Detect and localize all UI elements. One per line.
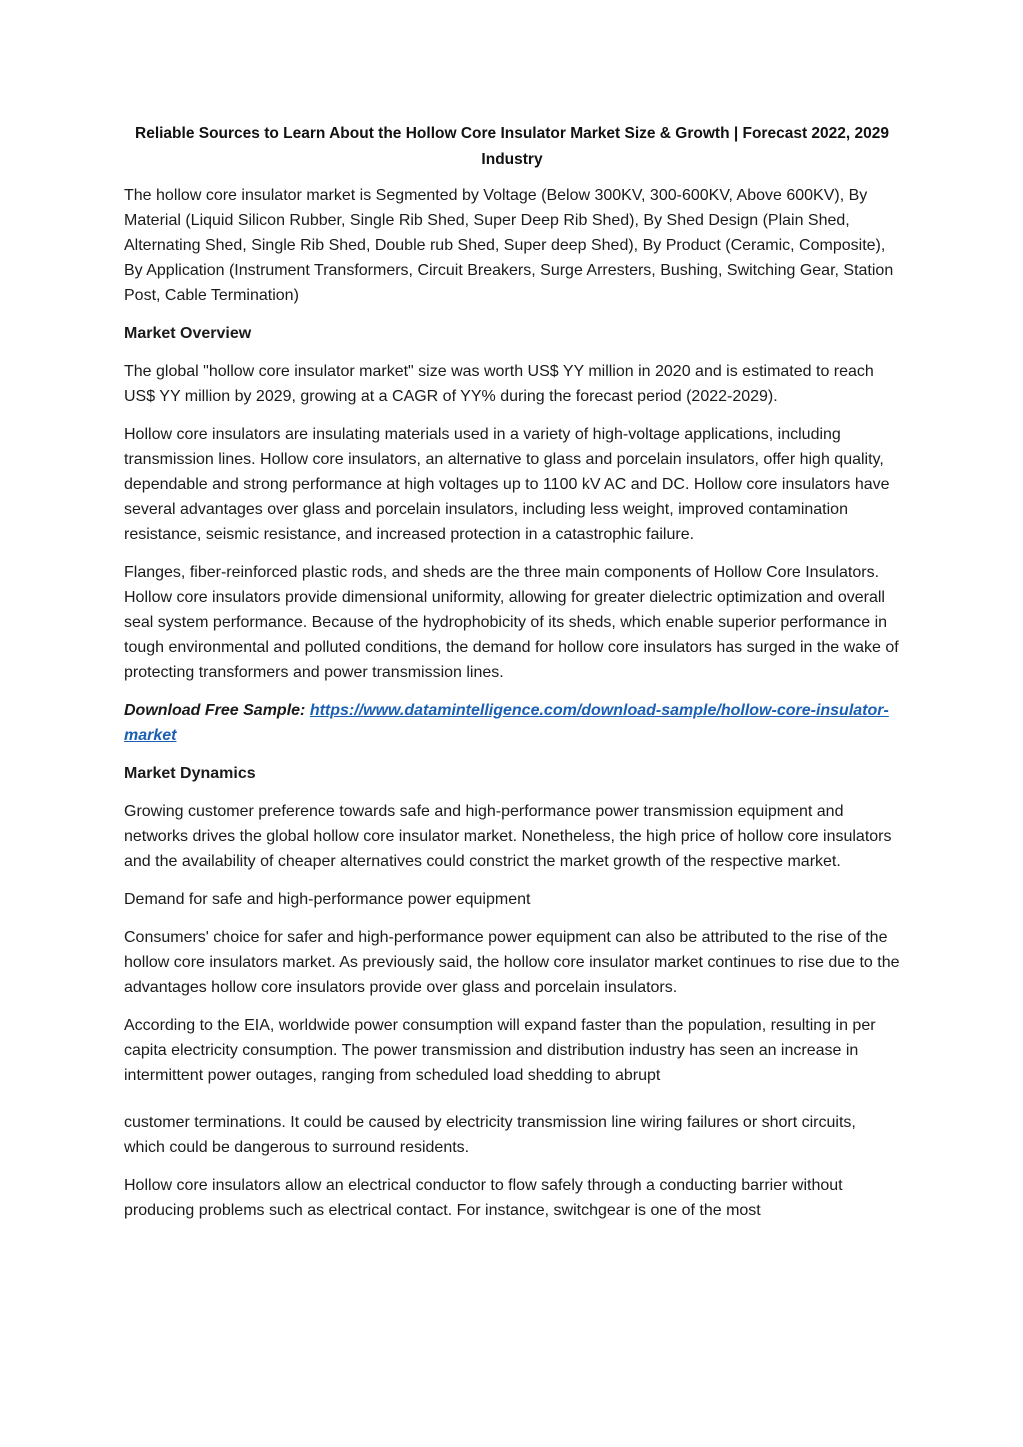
dynamics-paragraph-4: According to the EIA, worldwide power consumption will expand faster than the population, resulting in per capita electricity consumption. The power transmission and distribution industry has seen an increase in intermittent power outages, ranging from scheduled load shedding to abrupt	[124, 1017, 876, 1084]
document-page	[124, 121, 900, 1236]
dynamics-paragraph-5: customer terminations. It could be caused by electricity transmission line wiring failures or short circuits, which could be dangerous to surround residents.	[124, 1114, 856, 1156]
overview-paragraph-2: Hollow core insulators are insulating materials used in a variety of high-voltage applications, including transmission lines. Hollow core insulators, an alternative to glass and porcelain insulators, offer high quality, dependable and strong performance at high voltages up to 1100 kV AC and DC. Hollow core insulators have several advantages over glass and porcelain insulators, including less weight, improved contamination resistance, seismic resistance, and increased protection in a catastrophic failure.	[124, 426, 890, 543]
download-sample-link[interactable]: https://www.datamintelligence.com/download-sample/hollow-core-insulator-market	[124, 702, 889, 744]
overview-paragraph-3: Flanges, fiber-reinforced plastic rods, and sheds are the three main components of Hollow Core Insulators. Hollow core insulators provide dimensional uniformity, allowing for greater dielectric optimization and overall seal system performance. Because of the hydrophobicity of its sheds, which enable superior performance in tough environmental and polluted conditions, the demand for hollow core insulators has surged in the wake of protecting transformers and power transmission lines.	[124, 564, 899, 681]
dynamics-paragraph-6: Hollow core insulators allow an electrical conductor to flow safely through a conducting barrier without producing problems such as electrical contact. For instance, switchgear is one of the most	[124, 1177, 843, 1219]
market-dynamics-heading: Market Dynamics	[124, 765, 256, 782]
overview-paragraph-1: The global "hollow core insulator market" size was worth US$ YY million in 2020 and is estimated to reach US$ YY million by 2029, growing at a CAGR of YY% during the forecast period (2022-2029).	[124, 363, 874, 405]
dynamics-paragraph-3: Consumers' choice for safer and high-performance power equipment can also be attributed to the rise of the hollow core insulators market. As previously said, the hollow core insulator market continues to rise due to the advantages hollow core insulators provide over glass and porcelain insulators.	[124, 929, 900, 996]
intro-paragraph: The hollow core insulator market is Segmented by Voltage (Below 300KV, 300-600KV, Above 600KV), By Material (Liquid Silicon Rubber, Single Rib Shed, Super Deep Rib Shed), By Shed Design (Plain Shed, Alternating Shed, Single Rib Shed, Double rub Shed, Super deep Shed), By Product (Ceramic, Composite), By Application (Instrument Transformers, Circuit Breakers, Surge Arresters, Bushing, Switching Gear, Station Post, Cable Termination)	[124, 187, 894, 304]
download-sample-label: Download Free Sample:	[124, 702, 310, 719]
download-sample-line	[124, 698, 900, 748]
market-overview-heading: Market Overview	[124, 325, 252, 342]
dynamics-paragraph-2: Demand for safe and high-performance power equipment	[124, 891, 531, 908]
document-title: Reliable Sources to Learn About the Hollow Core Insulator Market Size & Growth | Forecast 2022, 2029 Industry	[135, 125, 889, 168]
dynamics-paragraph-1: Growing customer preference towards safe and high-performance power transmission equipment and networks drives the global hollow core insulator market. Nonetheless, the high price of hollow core insulators and the availability of cheaper alternatives could constrict the market growth of the respective market.	[124, 803, 892, 870]
